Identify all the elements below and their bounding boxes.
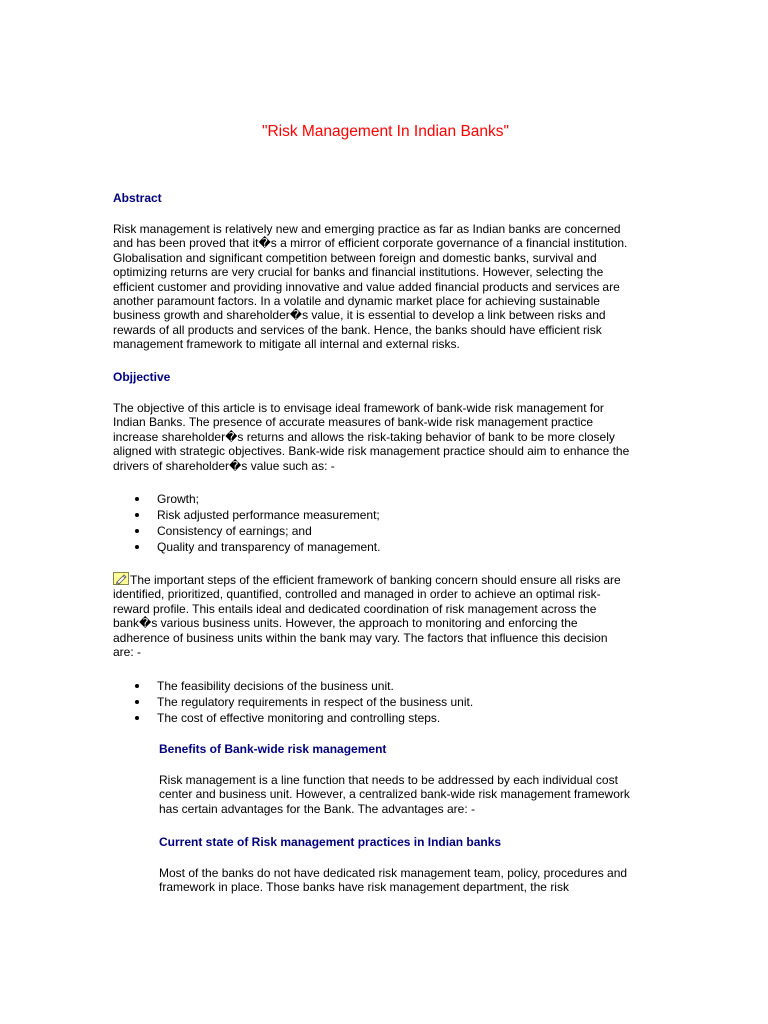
text-line: and has been proved that it�s a mirror of efficient corporate governance of a financial institution. [113,236,628,251]
text-line: business growth and shareholder�s value, it is essential to develop a link between risks and [113,308,606,323]
text-line: identified, prioritized, quantified, controlled and managed in order to achieve an optimal risk- [113,587,601,602]
abstract-heading: Abstract [113,191,162,205]
text-line: adherence of business units within the bank may vary. The factors that influence this decision [113,630,608,645]
text-line: aligned with strategic objectives. Bank-wide risk management practice should aim to enhance the [113,444,630,459]
text-line: optimizing returns are very crucial for banks and financial institutions. However, selecting the [113,265,604,280]
text-line: rewards of all products and services of the bank. Hence, the banks should have efficient risk [113,322,602,337]
benefits-paragraph [159,773,630,816]
text-line: center and business unit. However, a centralized bank-wide risk management framework [159,787,630,802]
list-item: The feasibility decisions of the business unit. [113,678,473,694]
list-item: Consistency of earnings; and [113,523,380,539]
text-line: Risk management is a line function that needs to be addressed by each individual cost [159,773,618,787]
text-line: Indian Banks. The presence of accurate measures of bank-wide risk management practice [113,415,594,430]
text-line: management framework to mitigate all internal and external risks. [113,337,460,352]
text-line: efficient customer and providing innovative and value added financial products and services are [113,279,620,294]
document-title: "Risk Management In Indian Banks" [261,123,510,140]
value-drivers-list [113,491,380,555]
edit-note-icon[interactable] [113,572,129,584]
text-line: another paramount factors. In a volatile and dynamic market place for achieving sustainable [113,294,600,309]
objective-heading: Objjective [113,370,171,384]
text-line: has certain advantages for the Bank. The advantages are: - [159,801,475,816]
text-line: The objective of this article is to envisage ideal framework of bank-wide risk management for [113,401,604,415]
current-state-heading: Current state of Risk management practices in Indian banks [159,835,502,849]
abstract-paragraph [113,222,658,352]
list-item: Risk adjusted performance measurement; [113,507,380,523]
text-line: reward profile. This entails ideal and dedicated coordination of risk management across the [113,601,597,616]
current-state-paragraph [159,866,627,895]
objective-paragraph [113,401,658,473]
text-line: Globalisation and significant competition between foreign and domestic banks, survival and [113,250,597,265]
text-line: drivers of shareholder�s value such as: - [113,458,335,473]
text-line: are: - [113,645,142,660]
text-line: bank�s various business units. However, the approach to monitoring and enforcing the [113,616,578,631]
list-item: Quality and transparency of management. [113,539,380,555]
benefits-heading: Benefits of Bank-wide risk management [159,742,387,756]
list-item: Growth; [113,491,380,507]
steps-paragraph [113,572,658,659]
list-item: The regulatory requirements in respect of the business unit. [113,694,473,710]
text-line: framework in place. Those banks have risk management department, the risk [159,880,569,895]
decision-factors-list [113,678,473,726]
text-line: increase shareholder�s returns and allows the risk-taking behavior of bank to be more closely [113,429,615,444]
text-line: Most of the banks do not have dedicated risk management team, policy, procedures and [159,866,628,880]
text-line: The important steps of the efficient framework of banking concern should ensure all risks are [130,573,621,587]
list-item: The cost of effective monitoring and controlling steps. [113,710,473,726]
text-line: Risk management is relatively new and emerging practice as far as Indian banks are concerned [113,222,621,236]
